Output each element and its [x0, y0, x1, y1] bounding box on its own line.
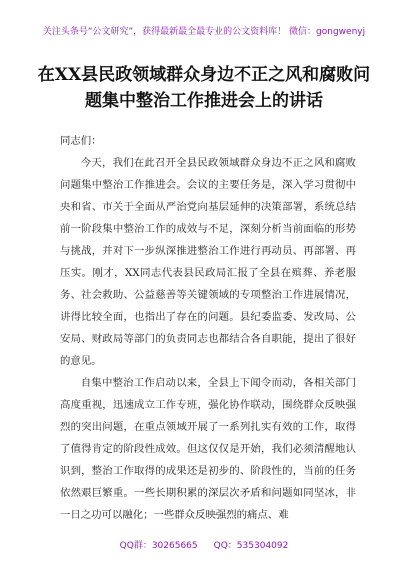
header-banner: 关注头条号“公文研究”，获得最新最全最专业的公文资料库！ 微信：gongwenyj: [42, 27, 366, 37]
footer-qq-group: QQ群：30265665: [119, 541, 198, 551]
salutation: 同志们：: [60, 135, 102, 147]
footer-qq: QQ：535304092: [213, 541, 289, 551]
page-title: 在XX县民政领域群众身边不正之风和腐败问题集中整治工作推进会上的讲话: [37, 65, 371, 111]
footer: [0, 538, 408, 551]
document-body: [60, 130, 356, 526]
paragraph-1: 今天，我们在此召开全县民政领域群众身边不正之风和腐败问题集中整治工作推进会。会议的主要任务是，深入学习贯彻中央和省、市关于全面从严治党向基层延伸的决策部署，系统总结前一阶段集中整治工作的成效与不足，深刻分析当前面临的形势与挑战，并对下一步纵深推进整治工作进行再动员、再部署、再压实。刚才，XX同志代表县民政局汇报了全县在殡葬、养老服务、社会救助、公益慈善等关键领域的专项整治工作进展情况，讲得比较全面，也指出了存在的问题。县纪委监委、发改局、公安局、财政局等部门的负责同志也都结合各自职能，提出了很好的意见。: [60, 157, 356, 367]
paragraph-2: 自集中整治工作启动以来，全县上下闻令而动，各相关部门高度重视，迅速成立工作专班，强化协作联动，围绕群众反映强烈的突出问题，在重点领域开展了一系列扎实有效的工作，取得了值得肯定的阶段性成效。但这仅仅是开始，我们必须清醒地认识到，整治工作取得的成果还是初步的、阶段性的，当前的任务依然艰巨繁重。一些长期积累的深层次矛盾和问题如同坚冰，非一日之功可以融化；一些群众反映强烈的痛点、难: [60, 377, 356, 521]
